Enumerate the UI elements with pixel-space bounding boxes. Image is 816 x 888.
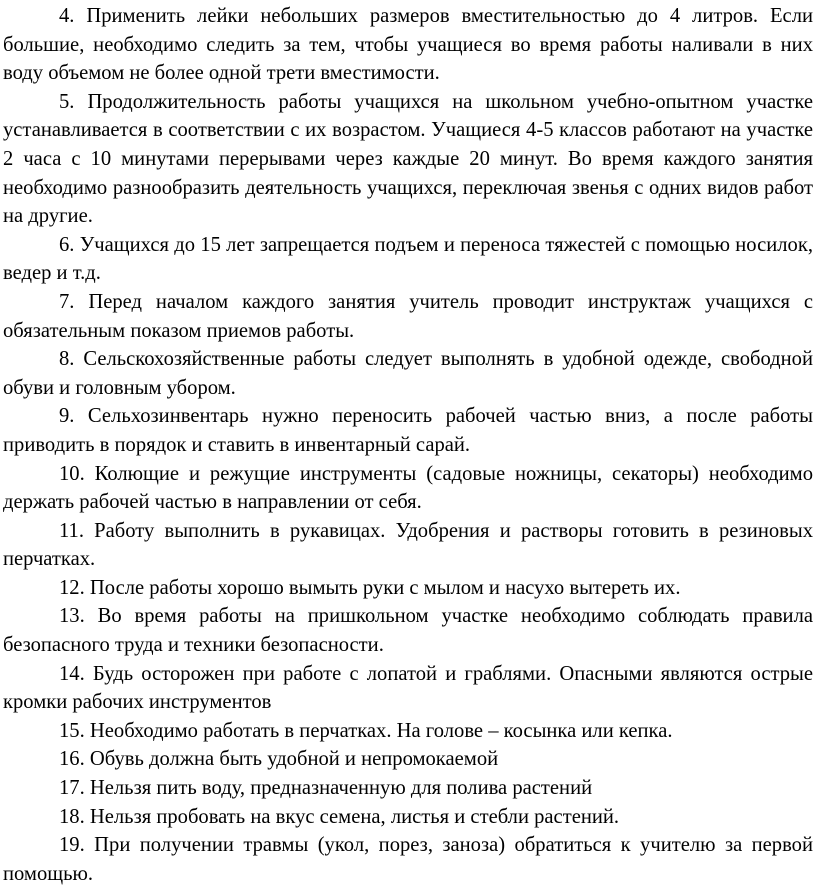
paragraph-item-15: 15. Необходимо работать в перчатках. На голове – косынка или кепка.	[59, 719, 673, 742]
paragraph-item-5: 5. Продолжительность работы учащихся на школьном учебно-опытном участке устанавливается в соответствии с их возрастом. Учащиеся 4-5 классов работают на участке 2 часа с 10 минутами перерывами через каждые 20 минут. Во время каждого занятия необходимо разнообразить деятельность учащихся, переключая звенья с одних видов работ на другие.	[3, 90, 813, 228]
paragraph-item-4: 4. Применить лейки небольших размеров вместительностью до 4 литров. Если большие, необходимо следить за тем, чтобы учащиеся во время работы наливали в них воду объемом не более одной трети вместимости.	[3, 5, 813, 85]
paragraph-item-14: 14. Будь осторожен при работе с лопатой и граблями. Опасными являются острые кромки рабочих инструментов	[3, 662, 813, 714]
paragraph-item-12: 12. После работы хорошо вымыть руки с мылом и насухо вытереть их.	[59, 576, 681, 599]
paragraph-item-8: 8. Сельскохозяйственные работы следует выполнять в удобной одежде, свободной обуви и головным убором.	[3, 348, 813, 399]
paragraph-item-13: 13. Во время работы на пришкольном участке необходимо соблюдать правила безопасного труда и техники безопасности.	[3, 605, 813, 657]
paragraph-item-19: 19. При получении травмы (укол, порез, заноза) обратиться к учителю за первой помощью.	[3, 834, 813, 885]
paragraph-item-7: 7. Перед началом каждого занятия учитель проводит инструктаж учащихся с обязательным показом приемов работы.	[3, 290, 813, 342]
paragraph-item-18: 18. Нельзя пробовать на вкус семена, листья и стебли растений.	[59, 805, 620, 828]
document-page	[3, 2, 813, 888]
paragraph-item-16: 16. Обувь должна быть удобной и непромокаемой	[59, 748, 499, 771]
paragraph-item-11: 11. Работу выполнить в рукавицах. Удобрения и растворы готовить в резиновых перчатках.	[3, 519, 813, 571]
paragraph-item-17: 17. Нельзя пить воду, предназначенную для полива растений	[59, 777, 593, 800]
paragraph-item-9: 9. Сельхозинвентарь нужно переносить рабочей частью вниз, а после работы приводить в порядок и ставить в инвентарный сарай.	[3, 405, 813, 456]
paragraph-item-10: 10. Колющие и режущие инструменты (садовые ножницы, секаторы) необходимо держать рабочей частью в направлении от себя.	[3, 462, 813, 514]
paragraph-item-6: 6. Учащихся до 15 лет запрещается подъем и переноса тяжестей с помощью носилок, ведер и т.д.	[3, 233, 813, 285]
